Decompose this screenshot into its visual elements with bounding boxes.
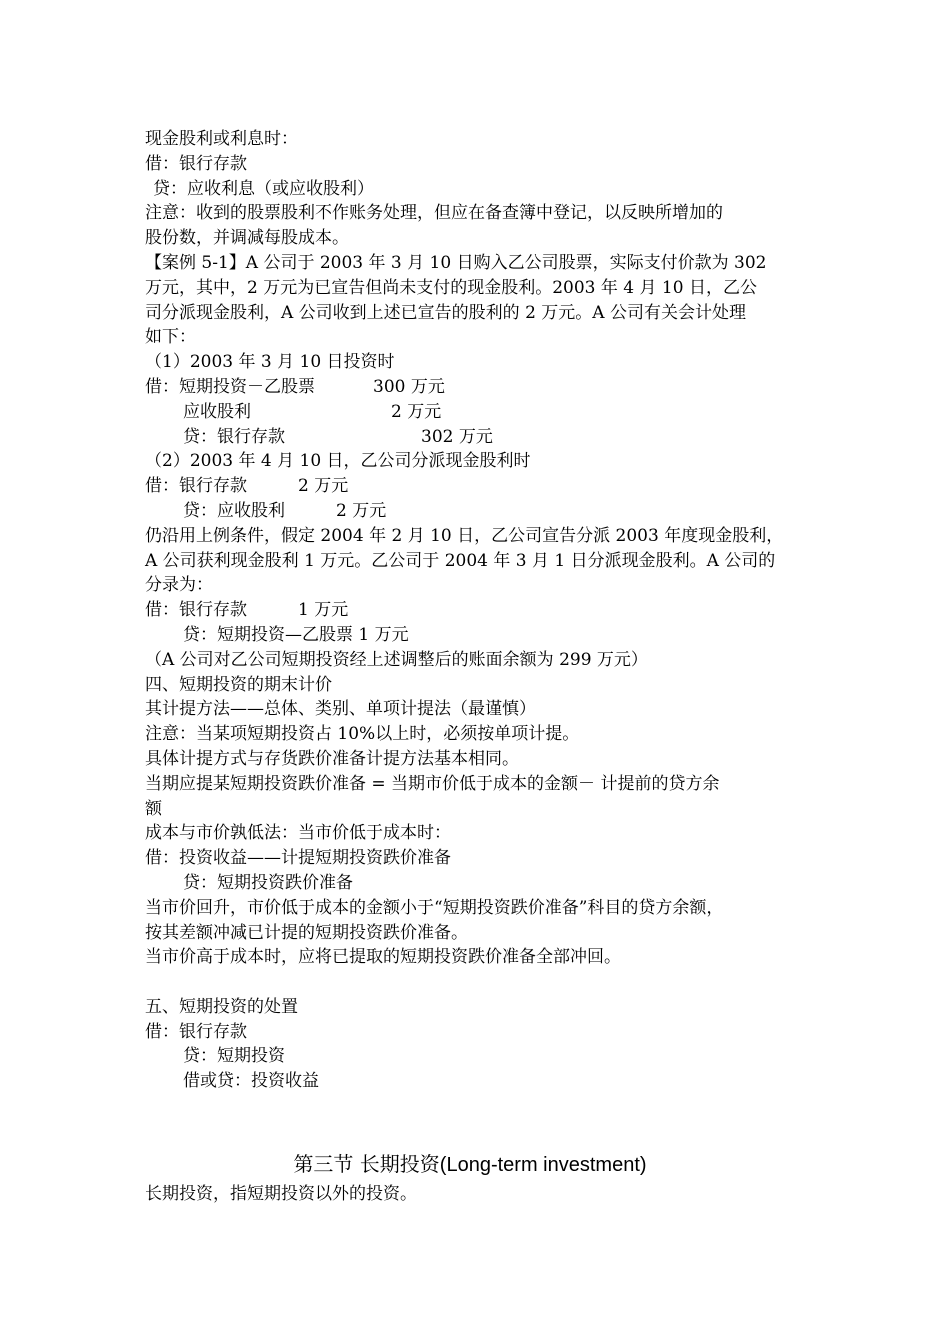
journal-debit-line: 借：投资收益——计提短期投资跌价准备 bbox=[145, 848, 451, 869]
entry-amount: 2 万元 bbox=[298, 476, 349, 497]
step-line: （2）2003 年 4 月 10 日，乙公司分派现金股利时 bbox=[145, 451, 531, 472]
case-line: 司分派现金股利，A 公司收到上述已宣告的股利的 2 万元。A 公司有关会计处理 bbox=[145, 302, 746, 323]
section-heading: 四、短期投资的期末计价 bbox=[145, 674, 332, 695]
entry-label: 应收股利 bbox=[183, 401, 251, 422]
case-line: 万元，其中，2 万元为已宣告但尚未支付的现金股利。2003 年 4 月 10 日，乙公 bbox=[145, 277, 757, 298]
journal-entry-line bbox=[145, 375, 815, 400]
note-line: 注意：收到的股票股利不作账务处理，但应在备查簿中登记，以反映所增加的 bbox=[145, 203, 723, 224]
entry-amount: 2 万元 bbox=[391, 401, 442, 422]
document-body bbox=[145, 127, 815, 1207]
journal-debit-line: 借：银行存款 bbox=[145, 153, 247, 174]
text-line: 分录为： bbox=[145, 575, 213, 596]
formula-line: 当期应提某短期投资跌价准备 = 当期市价低于成本的金额－ 计提前的贷方余 bbox=[145, 773, 720, 794]
journal-credit-line: 贷：短期投资 bbox=[183, 1046, 285, 1067]
entry-label: 借：银行存款 bbox=[145, 476, 247, 497]
journal-credit-line: 贷：短期投资—乙股票 1 万元 bbox=[183, 624, 409, 645]
chapter-section-title bbox=[125, 1150, 815, 1179]
section-title-en: (Long-term investment) bbox=[439, 1154, 647, 1177]
text-line: 当市价高于成本时，应将已提取的短期投资跌价准备全部冲回。 bbox=[145, 947, 621, 968]
text-line: 仍沿用上例条件，假定 2004 年 2 月 10 日，乙公司宣告分派 2003 年度现金股利， bbox=[145, 525, 784, 546]
section-heading: 五、短期投资的处置 bbox=[145, 996, 298, 1017]
journal-entry-line bbox=[145, 425, 815, 450]
text-line: 按其差额冲减已计提的短期投资跌价准备。 bbox=[145, 922, 468, 943]
journal-entry-line bbox=[145, 598, 815, 623]
entry-amount: 300 万元 bbox=[373, 376, 445, 397]
entry-label: 借：银行存款 bbox=[145, 600, 247, 621]
text-line: （A 公司对乙公司短期投资经上述调整后的账面余额为 299 万元） bbox=[145, 649, 648, 670]
formula-line: 额 bbox=[145, 798, 162, 819]
entry-label: 借：短期投资－乙股票 bbox=[145, 376, 315, 397]
text-line: 当市价回升，市价低于成本的金额小于“短期投资跌价准备”科目的贷方余额， bbox=[145, 897, 724, 918]
text-line: 现金股利或利息时： bbox=[145, 129, 298, 149]
case-line: 如下： bbox=[145, 327, 196, 348]
case-line: 【案例 5-1】A 公司于 2003 年 3 月 10 日购入乙公司股票，实际支付价款为 302 bbox=[145, 252, 767, 273]
spacer bbox=[145, 1094, 815, 1150]
text-line: 长期投资，指短期投资以外的投资。 bbox=[145, 1184, 417, 1205]
note-line: 股份数，并调减每股成本。 bbox=[145, 228, 349, 249]
entry-amount: 2 万元 bbox=[336, 500, 387, 521]
spacer bbox=[145, 970, 815, 995]
step-line: （1）2003 年 3 月 10 日投资时 bbox=[145, 352, 395, 373]
note-line: 注意：当某项短期投资占 10%以上时，必须按单项计提。 bbox=[145, 724, 580, 745]
journal-debit-or-credit-line: 借或贷：投资收益 bbox=[183, 1071, 319, 1092]
journal-entry-line bbox=[145, 499, 815, 524]
journal-entry-line bbox=[145, 474, 815, 499]
text-line: A 公司获利现金股利 1 万元。乙公司于 2004 年 3 月 1 日分派现金股利。A 公司的 bbox=[145, 550, 776, 571]
text-line: 其计提方法——总体、类别、单项计提法（最谨慎） bbox=[145, 699, 536, 720]
text-line: 具体计提方式与存货跌价准备计提方法基本相同。 bbox=[145, 748, 519, 769]
entry-amount: 302 万元 bbox=[421, 426, 493, 447]
section-title-cn: 第三节 长期投资 bbox=[293, 1152, 440, 1177]
entry-amount: 1 万元 bbox=[298, 600, 349, 621]
entry-label: 贷：银行存款 bbox=[183, 426, 285, 447]
journal-debit-line: 借：银行存款 bbox=[145, 1021, 247, 1042]
text-line: 成本与市价孰低法：当市价低于成本时： bbox=[145, 823, 451, 844]
journal-credit-line: 贷：短期投资跌价准备 bbox=[183, 872, 353, 893]
journal-entry-line bbox=[145, 400, 815, 425]
entry-label: 贷：应收股利 bbox=[183, 500, 285, 521]
journal-credit-line: 贷：应收利息（或应收股利） bbox=[153, 178, 374, 199]
